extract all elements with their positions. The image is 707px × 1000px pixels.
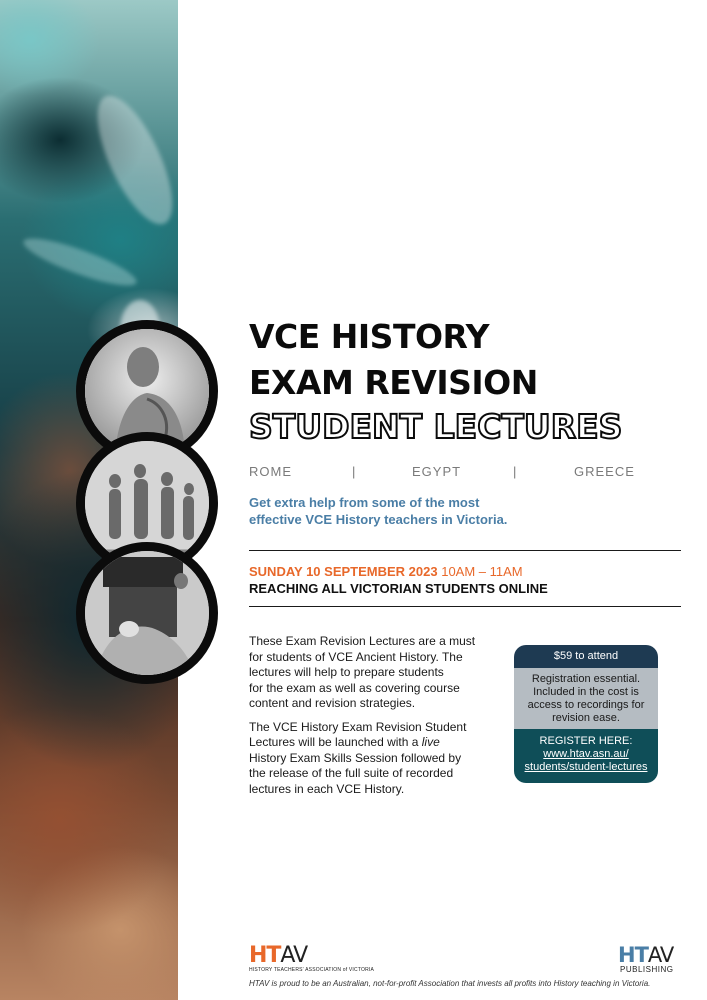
topic-greece: GREECE [574, 464, 635, 479]
topic-rome: ROME [249, 464, 292, 479]
event-reach: REACHING ALL VICTORIAN STUDENTS ONLINE [249, 581, 548, 596]
register-link[interactable]: www.htav.asn.au/ students/student-lectures [524, 748, 648, 773]
event-date: SUNDAY 10 SEPTEMBER 2023 [249, 564, 438, 579]
divider-top [249, 550, 681, 551]
divider-bottom [249, 606, 681, 607]
topic-list [249, 464, 633, 482]
description-paragraph-1: These Exam Revision Lectures are a must for students of VCE Ancient History. The lectures will help to prepare students for the exam as well as covering course content and revision strategies. The VCE History Exam Revision Student Lectures will be launched with a live History Exam Skills Session followed by the release of the full suite of recorded lectures in each VCE History. [249, 634, 484, 805]
topic-egypt: EGYPT [412, 464, 462, 479]
description-paragraph-2: The VCE History Exam Revision Student Lectures will be launched with a live History Exam Skills Session followed by the release of the full suite of recorded lectures in each VCE History. [249, 719, 467, 796]
tagline: Get extra help from some of the most effective VCE History teachers in Victoria. [249, 495, 508, 527]
topic-separator: | [513, 464, 518, 479]
htav-logo: HTAV [249, 943, 308, 968]
register-section [514, 729, 658, 783]
price-label: $59 to attend [514, 645, 658, 668]
registration-info: Registration essential. Included in the cost is access to recordings for revision ease. [514, 668, 658, 729]
topic-separator: | [352, 464, 357, 479]
htav-logo-subtitle: HISTORY TEACHERS' ASSOCIATION of VICTORIA [249, 967, 375, 973]
publishing-label: PUBLISHING [620, 965, 674, 974]
event-datetime [249, 564, 523, 580]
title-line-1: VCE HISTORY [249, 317, 490, 356]
painting-image [76, 542, 218, 684]
title-line-2: EXAM REVISION [249, 363, 538, 402]
registration-box [514, 645, 658, 783]
footer-note: HTAV is proud to be an Australian, not-for-profit Association that invests all profits into History teaching in Victoria. [249, 979, 651, 988]
event-time: 10AM – 11AM [441, 564, 523, 579]
title-line-3: STUDENT LECTURES [249, 407, 623, 446]
htav-publishing-logo: HTAV [618, 943, 674, 967]
register-label: REGISTER HERE: [539, 735, 633, 747]
